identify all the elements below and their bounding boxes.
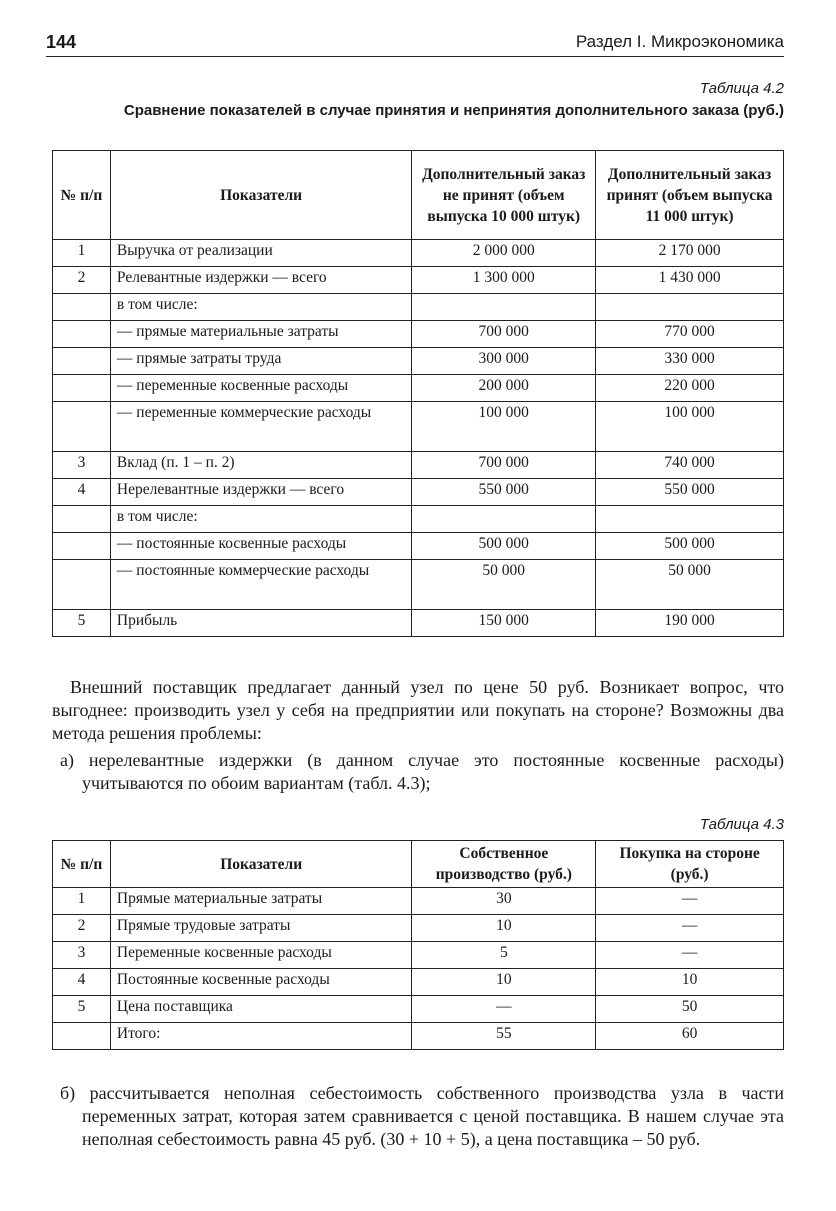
- table-row: [53, 506, 784, 533]
- value-cell: 550 000: [412, 479, 596, 506]
- value-cell: 1 300 000: [412, 267, 596, 294]
- value-cell: 300 000: [412, 348, 596, 375]
- row-number: [53, 321, 111, 348]
- row-number: 3: [53, 452, 111, 479]
- table-row: [53, 479, 784, 506]
- table-row: [53, 1023, 784, 1050]
- row-number: 2: [53, 915, 111, 942]
- table-4-3: [52, 840, 784, 1050]
- value-cell: 10: [412, 969, 596, 996]
- table-row: [53, 402, 784, 452]
- row-number: 2: [53, 267, 111, 294]
- value-cell: 220 000: [596, 375, 784, 402]
- list-item-a: а) нерелевантные издержки (в данном случае это постоянные косвенные расходы) учитываются по обоим вариантам (табл. 4.3);: [60, 750, 784, 793]
- row-number: [53, 402, 111, 452]
- table-row: [53, 375, 784, 402]
- header-cell: Дополнительный заказ принят (объем выпуска 11 000 штук): [596, 151, 784, 240]
- row-label: Постоянные косвенные расходы: [110, 969, 412, 996]
- row-label: в том числе:: [110, 506, 411, 533]
- value-cell: 1 430 000: [596, 267, 784, 294]
- section-title: Раздел I. Микроэкономика: [575, 32, 784, 51]
- header-cell: Показатели: [110, 151, 411, 240]
- value-cell: 150 000: [412, 610, 596, 637]
- table-row: [53, 240, 784, 267]
- value-cell: 200 000: [412, 375, 596, 402]
- table-row: [53, 915, 784, 942]
- header-cell: Показатели: [110, 841, 412, 888]
- table-row: [53, 610, 784, 637]
- value-cell: 10: [412, 915, 596, 942]
- row-number: [53, 375, 111, 402]
- header-cell: № п/п: [53, 151, 111, 240]
- value-cell: —: [412, 996, 596, 1023]
- table-row: [53, 969, 784, 996]
- value-cell: 50 000: [412, 560, 596, 610]
- value-cell: 100 000: [412, 402, 596, 452]
- value-cell: 10: [596, 969, 784, 996]
- row-label: Прямые материальные затраты: [110, 888, 412, 915]
- row-number: 1: [53, 888, 111, 915]
- row-label: Релевантные издержки — всего: [110, 267, 411, 294]
- row-label: — постоянные косвенные расходы: [110, 533, 411, 560]
- value-cell: 2 000 000: [412, 240, 596, 267]
- value-cell: 30: [412, 888, 596, 915]
- row-label: — постоянные коммерческие расходы: [110, 560, 411, 610]
- row-number: 3: [53, 942, 111, 969]
- value-cell: [596, 506, 784, 533]
- row-number: 4: [53, 969, 111, 996]
- header-cell: Дополнительный заказ не принят (объем выпуска 10 000 штук): [412, 151, 596, 240]
- row-label: Прибыль: [110, 610, 411, 637]
- list-item-b: б) рассчитывается неполная себестоимость собственного производства узла в части переменных затрат, которая затем сравнивается с ценой поставщика. В нашем случае эта неполная себестоимость равна 45 руб. (30 + 10 + 5), а цена поставщика – 50 руб.: [60, 1083, 784, 1149]
- value-cell: 330 000: [596, 348, 784, 375]
- table-row: [53, 321, 784, 348]
- row-number: 5: [53, 610, 111, 637]
- page-number: 144: [46, 32, 77, 52]
- value-cell: —: [596, 942, 784, 969]
- value-cell: 190 000: [596, 610, 784, 637]
- row-number: [53, 560, 111, 610]
- value-cell: 2 170 000: [596, 240, 784, 267]
- row-label: — прямые затраты труда: [110, 348, 411, 375]
- row-label: Переменные косвенные расходы: [110, 942, 412, 969]
- table-4-3-caption: Таблица 4.3: [699, 816, 784, 833]
- value-cell: 700 000: [412, 452, 596, 479]
- value-cell: 500 000: [412, 533, 596, 560]
- value-cell: 550 000: [596, 479, 784, 506]
- row-number: 4: [53, 479, 111, 506]
- row-label: Итого:: [110, 1023, 412, 1050]
- row-label: — переменные коммерческие расходы: [110, 402, 411, 452]
- value-cell: 740 000: [596, 452, 784, 479]
- table-4-2-caption: Таблица 4.2: [699, 80, 784, 97]
- value-cell: —: [596, 888, 784, 915]
- table-row: [53, 888, 784, 915]
- value-cell: [412, 294, 596, 321]
- header-cell: № п/п: [53, 841, 111, 888]
- value-cell: 700 000: [412, 321, 596, 348]
- value-cell: 770 000: [596, 321, 784, 348]
- header-cell: Покупка на стороне (руб.): [596, 841, 784, 888]
- row-number: 1: [53, 240, 111, 267]
- value-cell: 5: [412, 942, 596, 969]
- value-cell: —: [596, 915, 784, 942]
- table-row: [53, 452, 784, 479]
- row-number: [53, 294, 111, 321]
- value-cell: [412, 506, 596, 533]
- row-number: 5: [53, 996, 111, 1023]
- row-number: [53, 1023, 111, 1050]
- row-label: — прямые материальные затраты: [110, 321, 411, 348]
- value-cell: 55: [412, 1023, 596, 1050]
- row-label: Прямые трудовые затраты: [110, 915, 412, 942]
- body-paragraph: Внешний поставщик предлагает данный узел по цене 50 руб. Возникает вопрос, что выгоднее: производить узел у себя на предприятии или покупать на стороне? Возможны два метода решения проблемы:: [52, 677, 784, 743]
- table-row: [53, 294, 784, 321]
- value-cell: 50 000: [596, 560, 784, 610]
- table-row: [53, 942, 784, 969]
- value-cell: 50: [596, 996, 784, 1023]
- table-row: [53, 533, 784, 560]
- row-number: [53, 533, 111, 560]
- row-label: — переменные косвенные расходы: [110, 375, 411, 402]
- table-header-row: [53, 841, 784, 888]
- table-row: [53, 560, 784, 610]
- table-4-2-title: Сравнение показателей в случае принятия и непринятия дополнительного заказа (руб.): [123, 102, 784, 119]
- row-label: Нерелевантные издержки — всего: [110, 479, 411, 506]
- row-label: в том числе:: [110, 294, 411, 321]
- row-number: [53, 506, 111, 533]
- row-label: Вклад (п. 1 – п. 2): [110, 452, 411, 479]
- value-cell: 100 000: [596, 402, 784, 452]
- header-cell: Собственное производство (руб.): [412, 841, 596, 888]
- table-row: [53, 267, 784, 294]
- running-head: [46, 32, 784, 57]
- row-label: Цена поставщика: [110, 996, 412, 1023]
- row-number: [53, 348, 111, 375]
- table-header-row: [53, 151, 784, 240]
- table-4-2: [52, 150, 784, 637]
- value-cell: 60: [596, 1023, 784, 1050]
- value-cell: [596, 294, 784, 321]
- row-label: Выручка от реализации: [110, 240, 411, 267]
- value-cell: 500 000: [596, 533, 784, 560]
- table-row: [53, 348, 784, 375]
- table-row: [53, 996, 784, 1023]
